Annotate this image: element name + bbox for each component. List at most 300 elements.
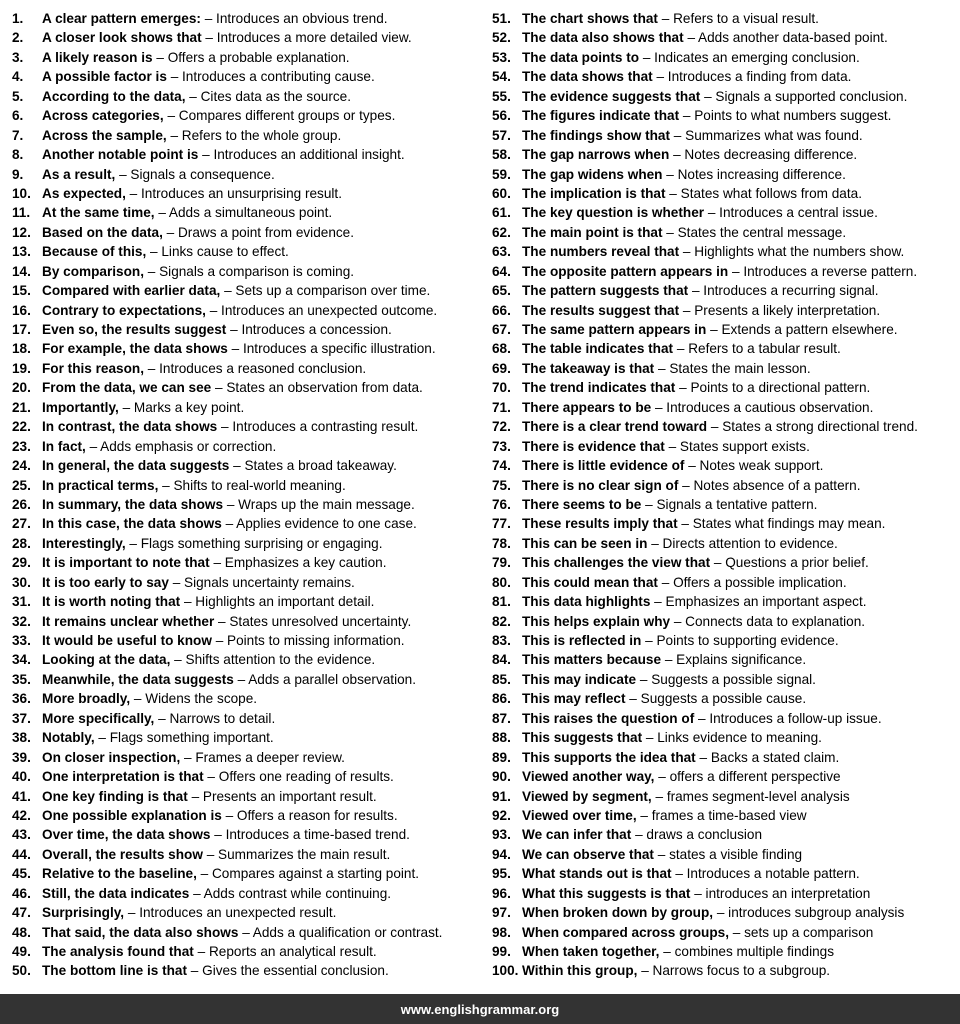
list-item-description: – Points to what numbers suggest. (682, 108, 892, 124)
list-item-number: 44. (12, 846, 31, 862)
list-item-description: – Introduces a contributing cause. (170, 69, 375, 85)
list-item-phrase: The data also shows that (522, 30, 684, 46)
list-item-phrase: This suggests that (522, 730, 643, 746)
list-item-description: – Wraps up the main message. (226, 496, 415, 512)
list-item-description: – Gives the essential conclusion. (190, 963, 389, 979)
list-item-number: 86. (492, 691, 511, 707)
list-item-phrase: The bottom line is that (42, 963, 187, 979)
list-item-text (522, 87, 907, 106)
list-item-number: 96. (492, 885, 511, 901)
list-item (492, 903, 958, 922)
list-item-phrase: The implication is that (522, 185, 666, 201)
list-item-text (522, 612, 865, 631)
list-item-text (522, 884, 870, 903)
list-item-phrase: These results imply that (522, 516, 678, 532)
list-item-text (522, 437, 810, 456)
list-item-description: – Sets up a comparison over time. (224, 283, 431, 299)
list-item (492, 689, 958, 708)
list-item-number: 65. (492, 283, 511, 299)
list-item-description: – Signals a comparison is coming. (147, 263, 355, 279)
list-item-phrase: When broken down by group, (522, 905, 714, 921)
list-item-phrase: What stands out is that (522, 866, 672, 882)
list-item-number: 93. (492, 827, 511, 843)
list-item-phrase: In practical terms, (42, 477, 159, 493)
list-item-number: 95. (492, 866, 511, 882)
list-item-phrase: There is little evidence of (522, 458, 685, 474)
list-item-text (42, 48, 350, 67)
list-item-text (42, 495, 415, 514)
list-item-number: 22. (12, 419, 31, 435)
list-item (12, 9, 482, 28)
list-item-text (42, 378, 423, 397)
list-item-description: – Adds a parallel observation. (237, 671, 417, 687)
list-item-phrase: That said, the data also shows (42, 924, 239, 940)
list-item (492, 476, 958, 495)
list-item-description: – Indicates an emerging conclusion. (642, 49, 860, 65)
list-item (12, 145, 482, 164)
list-item-number: 13. (12, 244, 31, 260)
list-item-text (522, 903, 904, 922)
list-item (492, 553, 958, 572)
list-item-text (522, 28, 888, 47)
list-item-text (42, 650, 375, 669)
list-item-phrase: The same pattern appears in (522, 322, 707, 337)
list-item-number: 23. (12, 438, 31, 454)
list-item-text (42, 631, 405, 650)
list-item-description: – Refers to the whole group. (170, 127, 342, 143)
list-item (12, 573, 482, 592)
list-item-phrase: Compared with earlier data, (42, 283, 221, 299)
list-item-phrase: This helps explain why (522, 613, 671, 629)
list-item (492, 592, 958, 611)
list-item-phrase: There seems to be (522, 496, 642, 512)
list-item-description: – Signals a consequence. (119, 166, 275, 182)
list-item-description: – Frames a deeper review. (184, 749, 345, 765)
list-item-number: 29. (12, 555, 31, 571)
list-item-text (522, 709, 882, 728)
list-item-description: – Introduces an unsurprising result. (129, 185, 342, 201)
list-item-number: 11. (12, 205, 31, 221)
list-item-text (522, 592, 867, 611)
list-item (492, 767, 958, 786)
list-item-text (42, 301, 437, 320)
list-item-number: 58. (492, 147, 511, 163)
list-item-number: 21. (12, 399, 31, 415)
list-item-text (42, 689, 257, 708)
list-item-description: – Offers a probable explanation. (156, 49, 350, 65)
list-item-text (522, 378, 870, 397)
list-item-text (42, 825, 410, 844)
list-item-text (522, 281, 879, 300)
list-item-number: 32. (12, 613, 31, 629)
list-item-text (522, 825, 762, 844)
list-item (492, 398, 958, 417)
list-item-phrase: The findings show that (522, 127, 671, 143)
list-item-number: 47. (12, 905, 31, 921)
list-item (12, 942, 482, 961)
list-item-text (522, 942, 834, 961)
list-item-number: 61. (492, 205, 511, 221)
list-item (12, 709, 482, 728)
list-item-description: – Introduces an unexpected outcome. (209, 302, 438, 318)
list-item (12, 339, 482, 358)
list-item-description: – Explains significance. (664, 652, 807, 668)
list-item-phrase: The results suggest that (522, 302, 680, 318)
list-item-phrase: Even so, the results suggest (42, 322, 227, 337)
list-item (12, 787, 482, 806)
list-item-number: 53. (492, 49, 511, 65)
list-item-text (42, 359, 366, 378)
list-item-text (42, 884, 391, 903)
list-item-number: 89. (492, 749, 511, 765)
list-item-text (522, 106, 891, 125)
list-item (12, 592, 482, 611)
list-item-number: 48. (12, 924, 31, 940)
list-item-number: 42. (12, 807, 31, 823)
list-item-text (42, 961, 389, 980)
list-item-number: 38. (12, 730, 31, 746)
list-item (12, 242, 482, 261)
list-item-number: 88. (492, 730, 511, 746)
list-item-text (522, 553, 869, 572)
list-item-phrase: As a result, (42, 166, 116, 182)
list-item-number: 25. (12, 477, 31, 493)
list-item-number: 80. (492, 574, 511, 590)
list-item (12, 670, 482, 689)
list-item-text (42, 9, 388, 28)
list-item-number: 97. (492, 905, 511, 921)
list-item (492, 281, 958, 300)
list-item-description: – sets up a comparison (732, 924, 874, 940)
list-item-number: 62. (492, 224, 511, 240)
list-item (492, 301, 958, 320)
list-item-text (522, 806, 807, 825)
list-item (492, 534, 958, 553)
list-item-description: – Introduces an unexpected result. (127, 905, 337, 921)
list-item (492, 320, 958, 339)
list-item-description: – Shifts to real-world meaning. (162, 477, 346, 493)
list-item-phrase: We can observe that (522, 846, 654, 862)
list-item (492, 650, 958, 669)
list-item-description: – Connects data to explanation. (673, 613, 866, 629)
list-item-number: 14. (12, 263, 31, 279)
list-item-phrase: This is reflected in (522, 633, 642, 648)
list-item-text (522, 48, 860, 67)
list-item-phrase: The analysis found that (42, 944, 194, 959)
list-item-number: 87. (492, 710, 511, 726)
list-item-number: 73. (492, 438, 511, 454)
list-item-text (522, 864, 860, 883)
list-item-phrase: Across the sample, (42, 127, 167, 143)
list-item (492, 884, 958, 903)
list-item-text (522, 417, 918, 436)
list-item-phrase: Importantly, (42, 399, 119, 415)
list-item-phrase: According to the data, (42, 88, 186, 104)
list-item-phrase: The gap widens when (522, 166, 663, 182)
list-item (492, 203, 958, 222)
list-item (492, 573, 958, 592)
list-item (492, 864, 958, 883)
list-item (492, 612, 958, 631)
list-item-text (522, 67, 851, 86)
list-item-text (522, 223, 846, 242)
list-item-description: – introduces subgroup analysis (716, 905, 905, 921)
list-item-number: 20. (12, 380, 31, 396)
list-item-text (42, 767, 394, 786)
list-item-phrase: It is worth noting that (42, 594, 181, 610)
list-item-phrase: This challenges the view that (522, 555, 711, 571)
list-item-description: – Signals a supported conclusion. (704, 88, 908, 104)
list-item-description: – Notes decreasing difference. (673, 147, 858, 163)
list-item-description: – Introduces an additional insight. (202, 147, 405, 163)
list-item-phrase: This raises the question of (522, 710, 695, 726)
list-item-text (522, 748, 839, 767)
list-item-number: 7. (12, 127, 24, 143)
list-item-description: – Applies evidence to one case. (225, 516, 417, 532)
list-item-description: – Backs a stated claim. (699, 749, 840, 765)
list-item-text (522, 145, 857, 164)
list-item-description: – Offers one reading of results. (207, 769, 394, 785)
list-item-phrase: One key finding is that (42, 788, 188, 804)
list-item-description: – introduces an interpretation (694, 885, 871, 901)
list-item-phrase: It would be useful to know (42, 633, 212, 648)
list-item-number: 34. (12, 652, 31, 668)
list-item-text (522, 262, 917, 281)
list-item-text (42, 203, 332, 222)
list-item (12, 806, 482, 825)
list-item (12, 378, 482, 397)
list-item-number: 78. (492, 535, 511, 551)
list-item-description: – Narrows to detail. (158, 710, 276, 726)
list-item-phrase: In summary, the data shows (42, 496, 224, 512)
list-item (12, 48, 482, 67)
list-item-phrase: It remains unclear whether (42, 613, 215, 629)
list-item (492, 437, 958, 456)
list-item-number: 68. (492, 341, 511, 357)
list-item-description: – Adds contrast while continuing. (193, 885, 392, 901)
list-item-description: – Introduces a finding from data. (656, 69, 852, 85)
list-item-text (42, 242, 289, 261)
list-item-number: 77. (492, 516, 511, 532)
list-item-description: – frames segment-level analysis (655, 788, 850, 804)
list-item-number: 52. (492, 30, 511, 46)
list-item-description: – draws a conclusion (635, 827, 763, 843)
list-item-phrase: Within this group, (522, 963, 638, 979)
list-item-text (42, 709, 275, 728)
list-item-phrase: The table indicates that (522, 341, 674, 357)
list-item-text (42, 437, 276, 456)
list-item-description: – Adds a qualification or contrast. (242, 924, 443, 940)
list-item-number: 8. (12, 147, 24, 163)
list-item (492, 806, 958, 825)
list-item-phrase: The opposite pattern appears in (522, 263, 729, 279)
list-item-phrase: This may indicate (522, 671, 637, 687)
list-item-number: 24. (12, 458, 31, 474)
list-item-phrase: For example, the data shows (42, 341, 228, 357)
list-item-phrase: This can be seen in (522, 535, 648, 551)
list-item (12, 184, 482, 203)
list-item-description: – Offers a possible implication. (661, 574, 847, 590)
list-item-phrase: The numbers reveal that (522, 244, 680, 260)
list-item (12, 534, 482, 553)
list-item (492, 495, 958, 514)
list-item (492, 262, 958, 281)
list-item (12, 612, 482, 631)
list-item-phrase: This matters because (522, 652, 662, 668)
list-item-number: 9. (12, 166, 24, 182)
list-item (12, 903, 482, 922)
list-item-phrase: The takeaway is that (522, 360, 655, 376)
list-item (12, 650, 482, 669)
list-item-text (42, 514, 417, 533)
list-item (12, 689, 482, 708)
list-item-number: 69. (492, 360, 511, 376)
list-item-phrase: Over time, the data shows (42, 827, 211, 843)
list-item-text (42, 903, 336, 922)
list-item-text (522, 184, 862, 203)
list-item-phrase: It is too early to say (42, 574, 169, 590)
list-item-description: – States what findings may mean. (681, 516, 886, 532)
list-item-number: 63. (492, 244, 511, 260)
list-item-phrase: Based on the data, (42, 224, 163, 240)
list-item-number: 54. (492, 69, 511, 85)
list-item-phrase: Relative to the baseline, (42, 866, 197, 882)
list-item (12, 262, 482, 281)
list-item-text (42, 262, 354, 281)
list-item-number: 66. (492, 302, 511, 318)
list-item-description: – States unresolved uncertainty. (218, 613, 412, 629)
list-item-description: – Shifts attention to the evidence. (174, 652, 376, 668)
list-item-text (42, 612, 411, 631)
list-item-text (42, 145, 405, 164)
list-item-text (42, 126, 341, 145)
list-item-phrase: Meanwhile, the data suggests (42, 671, 234, 687)
list-item-number: 91. (492, 788, 511, 804)
list-item-text (522, 845, 802, 864)
list-item-text (522, 923, 873, 942)
list-item-text (522, 320, 898, 339)
list-item-description: – Questions a prior belief. (713, 555, 869, 571)
list-item-description: – Summarizes the main result. (206, 846, 391, 862)
list-item (492, 923, 958, 942)
list-item-number: 33. (12, 633, 31, 648)
list-item-description: – Extends a pattern elsewhere. (710, 322, 898, 337)
list-item-number: 50. (12, 963, 31, 979)
list-item-number: 1. (12, 11, 24, 26)
list-item-number: 76. (492, 496, 511, 512)
list-item (492, 825, 958, 844)
list-item-description: – Points to a directional pattern. (679, 380, 871, 396)
list-item (12, 845, 482, 864)
list-item-description: – States the central message. (666, 224, 847, 240)
list-item-description: – Introduces a cautious observation. (654, 399, 874, 415)
list-item-text (42, 806, 398, 825)
list-item (12, 456, 482, 475)
list-item-phrase: When compared across groups, (522, 924, 729, 940)
list-item-phrase: Surprisingly, (42, 905, 125, 921)
list-item-description: – offers a different perspective (658, 769, 841, 785)
list-item-phrase: The figures indicate that (522, 108, 680, 124)
footer-bar (0, 994, 960, 1024)
list-item-text (42, 417, 418, 436)
list-item (492, 67, 958, 86)
list-item-phrase: More specifically, (42, 710, 155, 726)
list-item-number: 92. (492, 807, 511, 823)
list-item-phrase: The gap narrows when (522, 147, 670, 163)
list-item (492, 728, 958, 747)
list-item (492, 184, 958, 203)
list-item-description: – Introduces a more detailed view. (205, 30, 412, 46)
list-item (12, 923, 482, 942)
list-item (12, 87, 482, 106)
list-item-text (522, 165, 846, 184)
list-item (12, 301, 482, 320)
list-item-number: 72. (492, 419, 511, 435)
phrase-list-right-column (492, 9, 958, 981)
list-item-number: 59. (492, 166, 511, 182)
list-item-phrase: More broadly, (42, 691, 131, 707)
list-item-description: – States an observation from data. (215, 380, 423, 396)
list-item-phrase: A possible factor is (42, 69, 167, 85)
list-item-number: 49. (12, 944, 31, 959)
list-item-text (42, 553, 386, 572)
list-item (492, 48, 958, 67)
list-item-description: – Draws a point from evidence. (166, 224, 355, 240)
list-item-number: 39. (12, 749, 31, 765)
list-item-description: – Refers to a visual result. (661, 11, 819, 26)
list-item-description: – Marks a key point. (122, 399, 245, 415)
list-item-number: 19. (12, 360, 31, 376)
list-item-phrase: The chart shows that (522, 11, 658, 26)
list-item-number: 46. (12, 885, 31, 901)
list-item-text (522, 514, 885, 533)
list-item-phrase: There is no clear sign of (522, 477, 679, 493)
list-item-text (42, 320, 392, 339)
list-item (492, 339, 958, 358)
list-item-text (522, 670, 816, 689)
list-item-text (522, 476, 861, 495)
list-item-description: – Links cause to effect. (150, 244, 289, 260)
list-item-phrase: A likely reason is (42, 49, 153, 65)
list-item-text (522, 767, 841, 786)
list-item (12, 106, 482, 125)
list-item-text (522, 359, 811, 378)
list-item (12, 864, 482, 883)
list-item (492, 165, 958, 184)
footer-site-url[interactable]: www.englishgrammar.org (400, 1001, 560, 1017)
list-item-text (522, 203, 878, 222)
list-item-description: – Widens the scope. (133, 691, 258, 707)
list-item (12, 417, 482, 436)
list-item-description: – Introduces a specific illustration. (231, 341, 436, 357)
list-item-phrase: A closer look shows that (42, 30, 202, 46)
list-item-description: – Signals a tentative pattern. (645, 496, 818, 512)
list-item-number: 17. (12, 322, 31, 337)
list-item-number: 55. (492, 88, 511, 104)
list-item-description: – Adds emphasis or correction. (89, 438, 277, 454)
list-item (492, 28, 958, 47)
list-item-phrase: Viewed another way, (522, 769, 655, 785)
list-item-phrase: The evidence suggests that (522, 88, 701, 104)
list-item (492, 223, 958, 242)
list-item (12, 203, 482, 222)
list-item-text (522, 495, 817, 514)
list-item-text (42, 165, 275, 184)
list-item-text (522, 301, 880, 320)
list-item-phrase: Notably, (42, 730, 95, 746)
list-item-number: 30. (12, 574, 31, 590)
list-item-number: 27. (12, 516, 31, 532)
